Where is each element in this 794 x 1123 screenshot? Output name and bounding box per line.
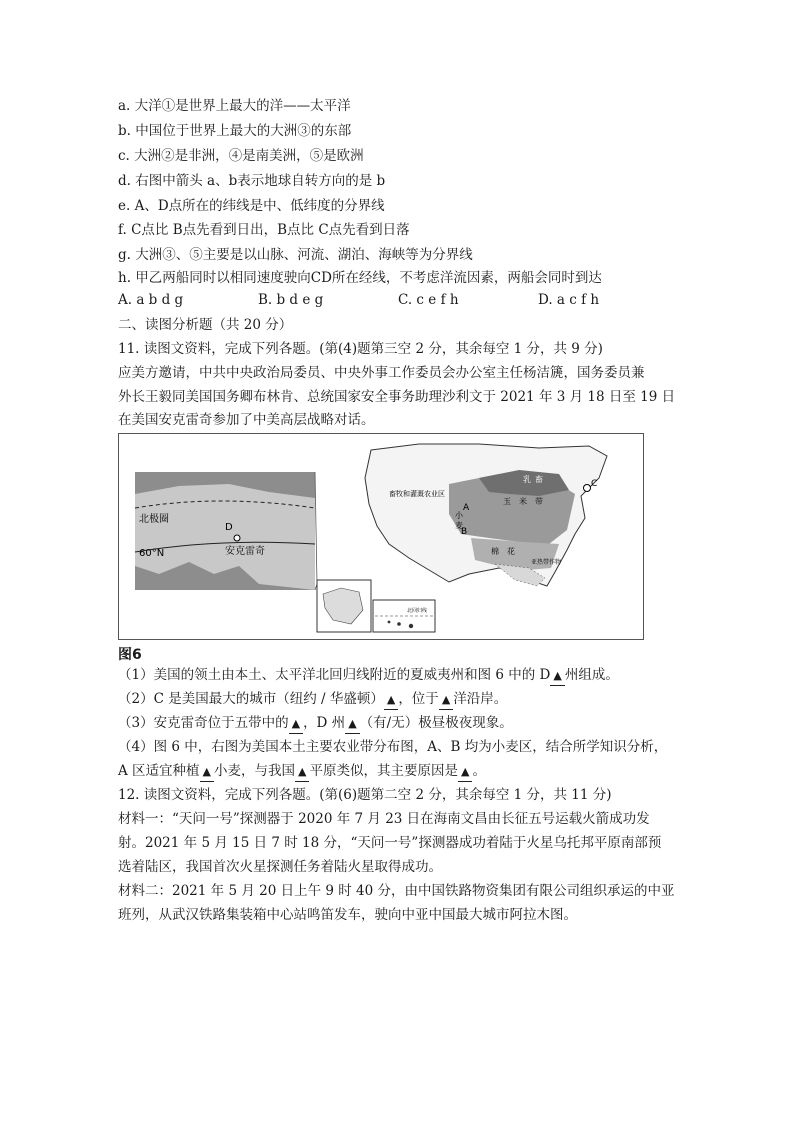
- q11-part-1: [118, 666, 619, 686]
- label-mi: 米: [519, 497, 527, 506]
- choice-e: e. A、D点所在的纬线是中、低纬度的分界线: [118, 198, 385, 214]
- option-d[interactable]: D. a c f h: [538, 292, 600, 308]
- answer-blank[interactable]: ▲: [295, 763, 309, 782]
- q12-material-2a: 材料二：2021 年 5 月 20 日上午 9 时 40 分，由中国铁路物资集团有限公司组织承运的中亚: [118, 883, 675, 899]
- anchorage-point: [234, 535, 240, 541]
- q11-header: 11. 读图文资料，完成下列各题。(第(4)题第三空 2 分，其余每空 1 分，共 9 分): [118, 341, 603, 357]
- option-b[interactable]: B. b d e g: [258, 292, 324, 308]
- label-60n: 60°N: [139, 548, 165, 559]
- p3-post: （有/无）极昼极夜现象。: [359, 715, 513, 731]
- label-xu: 畜: [535, 475, 543, 484]
- p3-pre: （3）安克雷奇位于五带中的: [118, 715, 289, 731]
- p3-mid: ，D 州: [303, 715, 346, 731]
- p4-pre: A 区适宜种植: [118, 763, 200, 779]
- choice-b: b. 中国位于世界上最大的大洲③的东部: [118, 123, 352, 139]
- answer-blank[interactable]: ▲: [345, 715, 359, 734]
- map-svg: [119, 434, 643, 639]
- choice-g: g. 大洲③、⑤主要是以山脉、河流、湖泊、海峡等为分界线: [118, 247, 473, 263]
- p4-mid: 小麦，与我国: [214, 763, 296, 779]
- choice-c: c. 大洲②是非洲，④是南美洲，⑤是欧洲: [118, 148, 364, 164]
- p1-post: 州组成。: [564, 667, 619, 683]
- answer-blank[interactable]: ▲: [458, 763, 472, 782]
- p2-pre: （2）C 是美国最大的城市（纽约 / 华盛顿）: [118, 691, 384, 707]
- figure-label: 图6: [118, 647, 142, 663]
- answer-blank[interactable]: ▲: [550, 667, 564, 686]
- q11-text-1: 应美方邀请，中共中央政治局委员、中央外事工作委员会办公室主任杨洁篪，国务委员兼: [118, 365, 645, 381]
- label-c: C: [591, 479, 598, 489]
- p4-mid2: 平原类似，其主要原因是: [309, 763, 458, 779]
- q11-text-2: 外长王毅同美国国务卿布林肯、总统国家安全事务助理沙利文于 2021 年 3 月 18 日至 19 日: [118, 389, 676, 405]
- label-ranching: 畜牧和灌溉农业区: [389, 490, 445, 498]
- connector-line: [315, 472, 317, 584]
- answer-blank[interactable]: ▲: [384, 691, 398, 710]
- answer-blank[interactable]: ▲: [439, 691, 453, 710]
- label-ru: 乳: [523, 475, 531, 484]
- label-subtropical: 亚热带作物: [531, 559, 562, 566]
- city-c-point: [584, 485, 591, 492]
- label-b: B: [461, 527, 468, 537]
- hawaii-island: [388, 621, 391, 624]
- answer-blank[interactable]: ▲: [200, 763, 214, 782]
- hawaii-island: [409, 624, 413, 628]
- label-anchorage: 安克雷奇: [225, 546, 265, 557]
- option-a[interactable]: A. a b d g: [118, 292, 184, 308]
- p4-post: 。: [472, 763, 486, 779]
- label-hua: 花: [507, 547, 515, 556]
- q11-part-2: [118, 690, 507, 710]
- q11-part-4b: [118, 762, 486, 782]
- label-xiao: 小: [455, 511, 463, 520]
- choice-a: a. 大洋①是世界上最大的洋——太平洋: [118, 98, 351, 114]
- choice-f: f. C点比 B点先看到日出，B点比 C点先看到日落: [118, 222, 410, 238]
- label-yu: 玉: [503, 497, 511, 506]
- figure-6-map: [118, 433, 644, 640]
- q12-header: 12. 读图文资料，完成下列各题。(第(6)题第二空 2 分，其余每空 1 分，共 11 分): [118, 787, 612, 803]
- label-dai: 带: [535, 497, 543, 506]
- q11-text-3: 在美国安克雷奇参加了中美高层战略对话。: [118, 412, 375, 428]
- hawaii-island: [397, 622, 401, 626]
- section-title: 二、读图分析题（共 20 分）: [118, 317, 293, 333]
- p1-pre: （1）美国的领土由本土、太平洋北回归线附近的夏威夷州和图 6 中的 D: [118, 667, 551, 683]
- option-c[interactable]: C. c e f h: [398, 292, 459, 308]
- q11-part-4a: （4）图 6 中，右图为美国本土主要农业带分布图，A、B 均为小麦区，结合所学知识分析，: [118, 739, 668, 755]
- q12-material-1a: 材料一：“天问一号”探测器于 2020 年 7 月 23 日在海南文昌由长征五号运载火箭成功发: [118, 811, 650, 827]
- label-arctic: 北极圈: [139, 514, 169, 525]
- choice-d: d. 右图中箭头 a、b表示地球自转方向的是 b: [118, 173, 386, 189]
- label-tropic: 北回归线: [407, 608, 428, 614]
- q12-material-1b: 射。2021 年 5 月 15 日 7 时 18 分，“天问一号”探测器成功着陆于火星乌托邦平原南部预: [118, 835, 662, 851]
- p2-mid: ，位于: [398, 691, 439, 707]
- label-mai: 麦: [455, 521, 463, 530]
- label-d: D: [225, 522, 233, 533]
- answer-blank[interactable]: ▲: [289, 715, 303, 734]
- q11-part-3: [118, 714, 513, 734]
- p2-post: 洋沿岸。: [453, 691, 508, 707]
- choice-h: h. 甲乙两船同时以相同速度驶向CD所在经线，不考虑洋流因素，两船会同时到达: [118, 270, 602, 286]
- q12-material-2b: 班列，从武汉铁路集装箱中心站鸣笛发车，驶向中亚中国最大城市阿拉木图。: [118, 907, 577, 923]
- label-a: A: [463, 503, 470, 513]
- q12-material-1c: 选着陆区，我国首次火星探测任务着陆火星取得成功。: [118, 859, 442, 875]
- label-mian: 棉: [491, 547, 499, 556]
